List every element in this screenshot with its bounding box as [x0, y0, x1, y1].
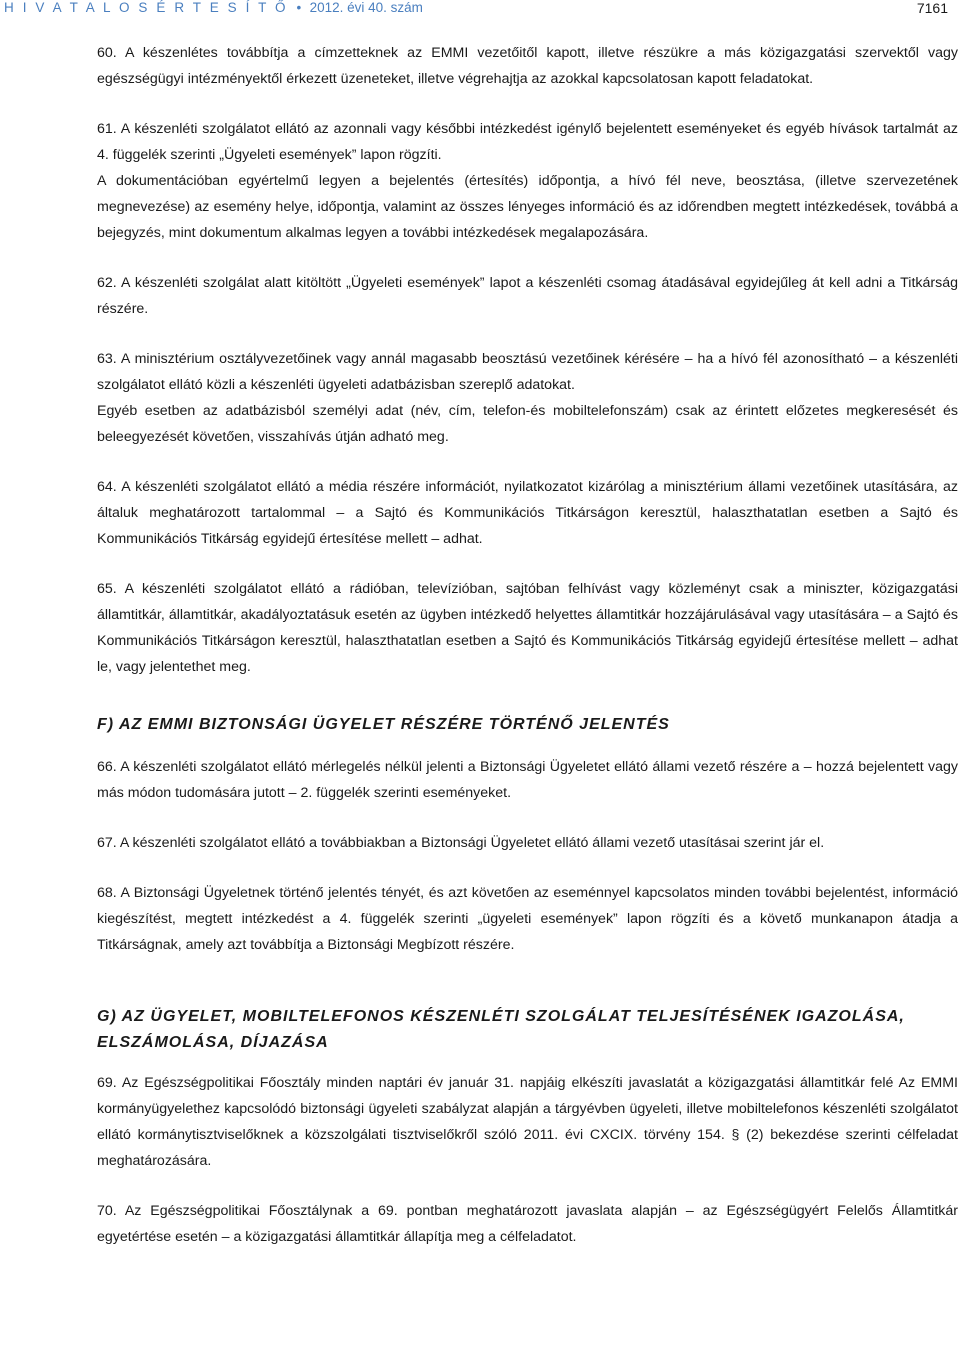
- paragraph-text: A dokumentációban egyértelmű legyen a bejelentés (értesítés) időpontja, a hívó fél neve, beosztása, (illetve szervezetének megnevezése) az esemény helye, időpontja, valamint az összes lényeges információ és az időrendben megtett intézkedések, továbbá a bejegyzés, mint dokumentum alkalmas legyen a további intézkedések megalapozására.: [97, 173, 958, 241]
- paragraph-67: [97, 830, 958, 856]
- paragraph-text: 62. A készenléti szolgálat alatt kitöltött „Ügyeleti események” lapot a készenléti csomag átadásával egyidejűleg át kell adni a Titkárság részére.: [97, 275, 958, 317]
- page-header: [0, 0, 960, 18]
- paragraph-69: [97, 1070, 958, 1174]
- section-heading-f: F) AZ EMMI BIZTONSÁGI ÜGYELET RÉSZÉRE TÖRTÉNŐ JELENTÉS: [97, 716, 670, 733]
- paragraph-60: [97, 40, 958, 92]
- paragraph-text: Egyéb esetben az adatbázisból személyi adat (név, cím, telefon-és mobiltelefonszám) csak az érintett előzetes megkeresését és beleegyezését követően, visszahívás útján adható meg.: [97, 403, 958, 445]
- page-number: 7161: [916, 0, 948, 16]
- paragraph-61: [97, 116, 958, 246]
- section-heading-g: G) AZ ÜGYELET, MOBILTELEFONOS KÉSZENLÉTI SZOLGÁLAT TELJESÍTÉSÉNEK IGAZOLÁSA, ELSZÁMOLÁSA, DÍJAZÁSA: [97, 1008, 905, 1051]
- paragraph-65: [97, 576, 958, 680]
- paragraph-text: 66. A készenléti szolgálatot ellátó mérlegelés nélkül jelenti a Biztonsági Ügyeletet ellátó állami vezető részére a – hozzá bejelentett vagy más módon tudomására jutott – 2. függelék szerinti eseményeket.: [97, 759, 958, 801]
- separator-dot: •: [296, 0, 302, 15]
- paragraph-text: 64. A készenléti szolgálatot ellátó a média részére információt, nyilatkozatot kizárólag a minisztérium állami vezetőinek utasítására, az általuk meghatározott tartalommal – a Sajtó és Kommunikációs Titkárságon keresztül, halaszthatatlan esetben a Sajtó és Kommunikációs Titkárság egyidejű értesítése mellett – adhat.: [97, 479, 958, 547]
- paragraph-70: [97, 1198, 958, 1250]
- paragraph-text: 65. A készenléti szolgálatot ellátó a rádióban, televízióban, sajtóban felhívást vagy közleményt csak a miniszter, közigazgatási államtitkár, államtitkár, akadályoztatásuk esetén az ügyben intézkedő helyettes államtitkár hozzájárulásával vagy utasítására – a Sajtó és Kommunikációs Titkárságon keresztül, halaszthatatlan esetben a Sajtó és Kommunikációs Titkárság egyidejű értesítése mellett – adhat le, vagy jelentethet meg.: [97, 581, 958, 675]
- paragraph-68: [97, 880, 958, 958]
- paragraph-63: [97, 346, 958, 450]
- paragraph-62: [97, 270, 958, 322]
- issue-label: 2012. évi 40. szám: [309, 0, 423, 15]
- paragraph-text: 68. A Biztonsági Ügyeletnek történő jelentés tényét, és azt követően az eseménnyel kapcsolatos minden további bejelentést, információ kiegészítést, megtett intézkedést a 4. függelék szerinti „ügyeleti események” lapon rögzíti és a követő munkanapon átadja a Titkárságnak, amely azt továbbítja a Biztonsági Megbízott részére.: [97, 885, 958, 953]
- paragraph-text: 61. A készenléti szolgálatot ellátó az azonnali vagy későbbi intézkedést igénylő bejelentett eseményeket és egyéb hívások tartalmát az 4. függelék szerinti „Ügyeleti események” lapon rögzíti.: [97, 121, 958, 163]
- paragraph-66: [97, 754, 958, 806]
- paragraph-64: [97, 474, 958, 552]
- paragraph-text: 69. Az Egészségpolitikai Főosztály minden naptári év január 31. napjáig elkészíti javaslatát a közigazgatási államtitkár felé Az EMMI kormányügyelethez kapcsolódó biztonsági ügyeleti szabályzat alapján a tárgyévben ügyeleti, illetve mobiltelefonos készenléti szolgálatot ellátó kormánytisztviselőknek a közszolgálati tisztviselőkről szóló 2011. évi CXCIX. törvény 154. § (2) bekezdése szerinti célfeladat meghatározására.: [97, 1075, 958, 1169]
- paragraph-text: 60. A készenlétes továbbítja a címzetteknek az EMMI vezetőitől kapott, illetve részükre a más közigazgatási szervektől vagy egészségügyi intézményektől érkezett üzeneteket, illetve végrehajtja az azokkal kapcsolatosan kapott feladatokat.: [97, 45, 958, 87]
- paragraph-text: 63. A minisztérium osztályvezetőinek vagy annál magasabb beosztású vezetőinek kérésére – ha a hívó fél azonosítható – a készenléti szolgálatot ellátó közli a készenléti ügyeleti adatbázisban szereplő adatokat.: [97, 351, 958, 393]
- paragraph-text: 70. Az Egészségpolitikai Főosztálynak a 69. pontban meghatározott javaslata alapján – az Egészségügyért Felelős Államtitkár egyetértése esetén – a közigazgatási államtitkár állapítja meg a célfeladatot.: [97, 1203, 958, 1245]
- document-body: [97, 40, 958, 1274]
- running-head: [4, 0, 423, 15]
- journal-title: H I V A T A L O S É R T E S Í T Ő: [4, 0, 289, 15]
- paragraph-text: 67. A készenléti szolgálatot ellátó a továbbiakban a Biztonsági Ügyeletet ellátó állami vezető utasításai szerint jár el.: [97, 835, 825, 851]
